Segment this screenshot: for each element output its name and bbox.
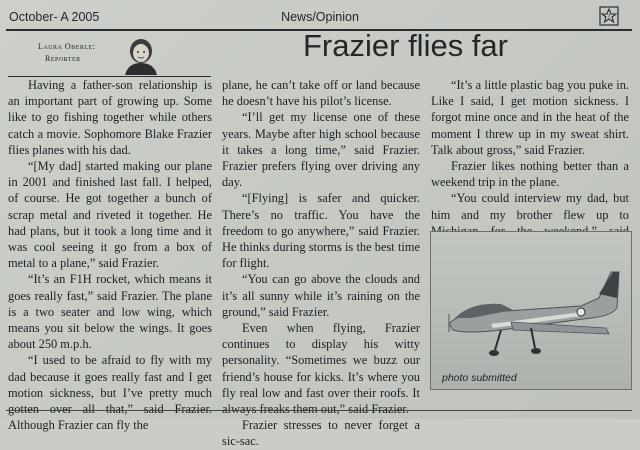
byline <box>8 37 160 75</box>
page-badge-icon <box>598 5 620 27</box>
paragraph: “[My dad] started making our plane in 2001 and finished last fall. I helped, of course. He got together a bunch of scrap metal and riveted it together. He had plans, but it took a long time and it was cool seeing it go from a box of metal to a plane,” said Frazier. <box>8 159 212 271</box>
article-headline: Frazier flies far <box>303 28 508 63</box>
byline-name: Laura Oberle: <box>38 42 96 51</box>
byline-role: Reporter <box>45 54 81 63</box>
paragraph: “It’s an F1H rocket, which means it goes really fast,” said Frazier. The plane is a two seater and low wing, which means you sit below the wings. It goes about 250 m.p.h. <box>8 272 212 352</box>
paragraph: “[Flying] is safer and quicker. There’s no traffic. You have the freedom to go anywhere,” said Frazier. He thinks during storms is the best time for flight. <box>222 191 420 271</box>
paragraph: “I’ll get my license one of these years. Maybe after high school because it takes a long time,” said Frazier. Frazier prefers flying over driving any day. <box>222 110 420 190</box>
airplane-photo <box>430 231 632 390</box>
paragraph: “You could interview my dad, but him and my brother flew up to <box>431 191 629 222</box>
paragraph: “You can go above the clouds and it’s all sunny while it’s raining on the ground,” said Frazier. <box>222 272 420 319</box>
airplane-icon <box>431 232 631 389</box>
article-column-2 <box>222 77 420 450</box>
section-name: News/Opinion <box>281 10 359 24</box>
paragraph: Having a father-son relationship is an important part of growing up. Some like to go fishing together while others catch a movie. Sophomore Blake Frazier flies planes with his dad. <box>8 78 212 157</box>
svg-text:7: 7 <box>607 14 611 20</box>
article-column-3 <box>431 77 629 255</box>
paragraph: Frazier stresses to never forget a sic-sac. <box>222 418 420 449</box>
paragraph: “I used to be afraid to fly with my dad because it goes really fast and I get motion sickness, but I’ve pretty much Although Frazier can fly the <box>8 353 212 433</box>
paragraph: plane, he can’t take off or land because he doesn’t have his pilot’s license. <box>222 78 420 109</box>
issue-date: October- A 2005 <box>9 10 100 24</box>
photo-caption: photo submitted <box>442 372 517 384</box>
article-column-1 <box>8 77 212 433</box>
reporter-avatar <box>120 37 162 75</box>
paragraph: “It’s a little plastic bag you puke in. Like I said, I get motion sickness. I forgot mine once and in the heat of the moment I threw up in my sweat shirt. Talk about gross,” said Frazier. <box>431 78 629 157</box>
paragraph: Even when flying, Frazier continues to display his witty personality. “Sometimes we buzz our friend’s house for kicks. It’s where you fly real low and fast over their roofs. It <box>222 321 420 400</box>
paragraph: Frazier likes nothing better than a weekend trip in the plane. <box>431 159 629 190</box>
bottom-rule <box>6 410 632 411</box>
